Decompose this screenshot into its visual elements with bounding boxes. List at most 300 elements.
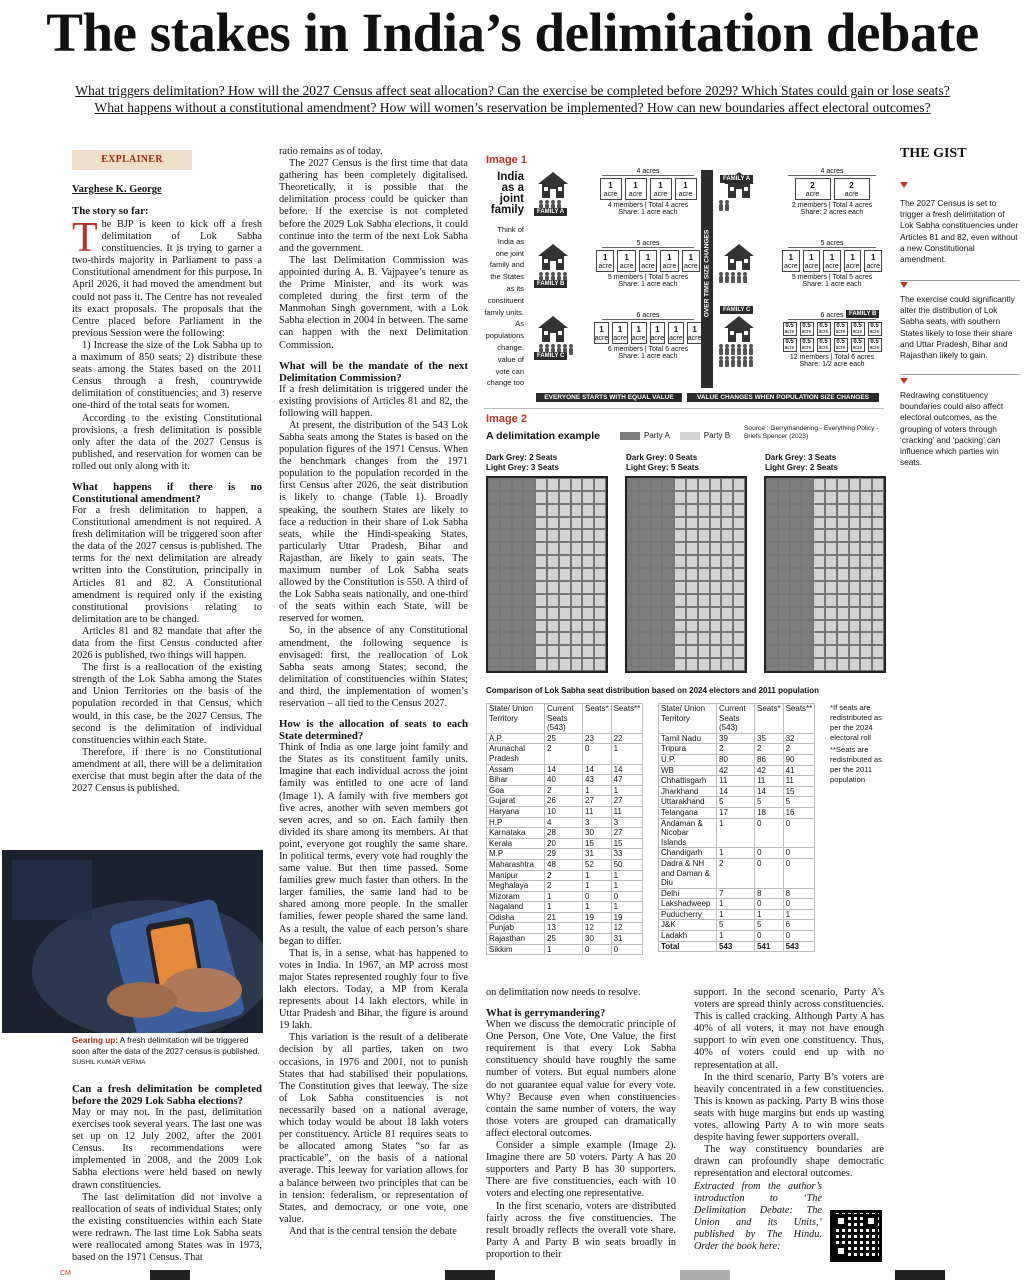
- grid3-light-seats: Light Grey: 2 Seats: [765, 463, 838, 472]
- table-cell: Andaman & Nicobar Islands: [659, 818, 717, 848]
- family-illustration: [718, 314, 778, 369]
- voter-cell: [872, 504, 884, 517]
- acre-plot: 1 acre: [600, 178, 622, 200]
- col1-paragraph: The last delimitation did not involve a reallocation of seats of individual States; only the existing constituencies within each State were redrawn. The last time Lok Sabha seats were reallocated among States was in 1973, based on the 1971 Census. That: [72, 1191, 262, 1264]
- voter-cell: [674, 607, 686, 620]
- acre-plot: 2 acre: [834, 178, 870, 200]
- voter-cell: [778, 620, 790, 633]
- voter-cell: [860, 504, 872, 517]
- table-cell: 0: [783, 899, 815, 910]
- voter-cell: [594, 529, 606, 542]
- voter-cell: [849, 568, 861, 581]
- col1-paragraph: The first is a reallocation of the existing strength of the Lok Sabha among the States and Union Territories on the basis of the population recorded in that Census, which would, in this case, be the 2027 Census. The second is the delimitation of individual constituencies within each State.: [72, 662, 262, 746]
- voter-cell: [662, 517, 674, 530]
- voter-cell: [825, 581, 837, 594]
- table-cell: 50: [611, 859, 643, 870]
- voter-cell: [825, 504, 837, 517]
- acre-plot: 1 acre: [782, 250, 800, 272]
- registration-bar: [895, 1270, 945, 1280]
- image1-vertical-band: [701, 170, 713, 388]
- table-cell: 27: [611, 796, 643, 807]
- deck-line-2: What happens without a constitutional amendment? How will women’s reservation be implemented? How can new boundaries affect electoral outcomes?: [94, 100, 931, 115]
- table-cell: 4: [545, 817, 583, 828]
- voter-cell: [790, 478, 802, 491]
- column-header: Current Seats (543): [717, 704, 755, 734]
- acre-plot: 1 acre: [639, 250, 657, 272]
- table-cell: Kerala: [487, 838, 545, 849]
- voter-cell: [837, 478, 849, 491]
- voter-cell: [766, 594, 778, 607]
- acre-plot: 1 acre: [687, 322, 703, 344]
- voter-cell: [639, 658, 651, 671]
- subhead-mandate: What will be the mandate of the next Delimitation Commission?: [279, 359, 468, 384]
- table-note-1: *If seats are redistributed as per the 2024 electoral roll: [830, 703, 882, 742]
- column-header: State/ Union Territory: [659, 704, 717, 734]
- voter-cell: [721, 568, 733, 581]
- table-cell: H.P: [487, 817, 545, 828]
- voter-cell: [651, 632, 663, 645]
- family-tag: FAMILY C: [720, 306, 753, 314]
- voter-cell: [662, 658, 674, 671]
- voter-cell: [582, 504, 594, 517]
- voter-cell: [512, 658, 524, 671]
- voter-cell: [872, 517, 884, 530]
- voter-cell: [594, 581, 606, 594]
- table-row: [487, 859, 643, 870]
- voter-cell: [849, 517, 861, 530]
- voter-cell: [813, 581, 825, 594]
- table-cell: 1: [611, 881, 643, 892]
- members-line: 5 members | Total 5 acres: [607, 274, 689, 281]
- table-cell: Mizoram: [487, 891, 545, 902]
- voter-cell: [571, 632, 583, 645]
- share-line: Share: 2 acres each: [800, 209, 864, 216]
- voter-cell: [872, 658, 884, 671]
- voter-cell: [710, 658, 722, 671]
- table-cell: 1: [755, 909, 784, 920]
- voter-cell: [686, 542, 698, 555]
- voter-cell: [488, 581, 500, 594]
- table-cell: 1: [545, 902, 583, 913]
- voter-cell: [571, 555, 583, 568]
- voter-cell: [766, 491, 778, 504]
- table-cell: Assam: [487, 764, 545, 775]
- qr-code[interactable]: [830, 1210, 882, 1262]
- table-cell: 543: [783, 941, 815, 952]
- col1-paragraph: Therefore, if there is no Constitutional amendment at all, there will be a delimitation exercise that must begin after the data of the 2027 Census is published.: [72, 746, 262, 795]
- table-cell: 0: [611, 944, 643, 955]
- voter-cell: [627, 620, 639, 633]
- voter-cell: [559, 542, 571, 555]
- seat-table-left-wrap: [486, 703, 643, 955]
- table-cell: 5: [783, 797, 815, 808]
- voter-cell: [837, 529, 849, 542]
- voter-cell: [500, 568, 512, 581]
- voter-cell: [733, 632, 745, 645]
- voter-cell: [627, 478, 639, 491]
- voter-cell: [582, 529, 594, 542]
- voter-cell: [662, 555, 674, 568]
- table-cell: 86: [755, 754, 784, 765]
- table-cell: Chhattisgarh: [659, 776, 717, 787]
- voter-cell: [801, 645, 813, 658]
- triangle-bullet-icon: [900, 378, 908, 384]
- table-notes: [830, 703, 882, 785]
- district-grid-3: [764, 476, 886, 673]
- table-cell: 1: [717, 848, 755, 859]
- voter-cell: [860, 555, 872, 568]
- voter-cell: [813, 658, 825, 671]
- voter-cell: [488, 529, 500, 542]
- voter-cell: [778, 542, 790, 555]
- voter-cell: [512, 568, 524, 581]
- voter-cell: [710, 517, 722, 530]
- voter-cell: [813, 504, 825, 517]
- table-cell: 1: [583, 902, 612, 913]
- voter-cell: [837, 491, 849, 504]
- voter-cell: [674, 568, 686, 581]
- table-cell: 47: [611, 775, 643, 786]
- voter-cell: [733, 581, 745, 594]
- voter-cell: [721, 645, 733, 658]
- table-cell: Bihar: [487, 775, 545, 786]
- table-cell: 21: [545, 912, 583, 923]
- voter-cell: [849, 504, 861, 517]
- voter-cell: [686, 568, 698, 581]
- voter-cell: [674, 620, 686, 633]
- voter-cell: [488, 568, 500, 581]
- table-cell: 8: [783, 888, 815, 899]
- family-tag: FAMILY B: [846, 310, 879, 318]
- voter-cell: [698, 529, 710, 542]
- voter-cell: [698, 645, 710, 658]
- people-icon: [718, 342, 758, 372]
- table-cell: 1: [611, 785, 643, 796]
- voter-cell: [837, 594, 849, 607]
- voter-cell: [488, 594, 500, 607]
- acres-total-label: 4 acres: [788, 168, 876, 176]
- table-cell: 11: [611, 806, 643, 817]
- voter-cell: [547, 620, 559, 633]
- voter-cell: [860, 517, 872, 530]
- voter-cell: [674, 658, 686, 671]
- table-row: [659, 909, 815, 920]
- caption-lead: Gearing up:: [72, 1036, 118, 1045]
- voter-cell: [721, 594, 733, 607]
- table-cell: 14: [611, 764, 643, 775]
- voter-cell: [582, 478, 594, 491]
- voter-cell: [571, 594, 583, 607]
- voter-cell: [535, 632, 547, 645]
- acre-plot: 1 acre: [594, 322, 610, 344]
- voter-cell: [651, 645, 663, 658]
- voter-cell: [488, 607, 500, 620]
- voter-cell: [710, 594, 722, 607]
- photo-credit: SUSHIL KUMAR VERMA: [72, 1059, 146, 1066]
- table-cell: Haryana: [487, 806, 545, 817]
- table-cell: Meghalaya: [487, 881, 545, 892]
- share-line: Share: 1/2 acre each: [799, 361, 865, 368]
- voter-cell: [512, 491, 524, 504]
- deck-line-1: What triggers delimitation? How will the 2027 Census affect seat allocation? Can the exercise be completed before 2029? Which States could gain or lose seats?: [75, 83, 950, 98]
- voter-cell: [594, 517, 606, 530]
- voter-cell: [733, 504, 745, 517]
- voter-cell: [627, 581, 639, 594]
- subhead-story-so-far: The story so far:: [72, 205, 149, 217]
- byline[interactable]: Varghese K. George: [72, 184, 162, 195]
- table-cell: 5: [755, 797, 784, 808]
- voter-cell: [571, 542, 583, 555]
- voter-cell: [813, 645, 825, 658]
- voter-cell: [523, 594, 535, 607]
- headline: The stakes in India’s delimitation debate: [46, 2, 979, 63]
- legend-party-b: Party B: [703, 431, 731, 440]
- voter-cell: [594, 620, 606, 633]
- col2-paragraph: ratio remains as of today.: [279, 146, 383, 157]
- right-band: VALUE CHANGES WHEN POPULATION SIZE CHANGES: [687, 393, 879, 402]
- voter-cell: [512, 542, 524, 555]
- voter-cell: [721, 504, 733, 517]
- table-row: [487, 923, 643, 934]
- voter-cell: [698, 607, 710, 620]
- voter-cell: [488, 517, 500, 530]
- col3-paragraph: Consider a simple example (Image 2). Imagine there are 50 voters. Party A has 20 supporters and Party B has 30 supporters. There are five constituencies, each with 10 voters and electing one representative.: [486, 1140, 676, 1200]
- table-cell: 0: [783, 858, 815, 888]
- voter-cell: [535, 555, 547, 568]
- acres-total-label: 6 acres: [788, 312, 876, 320]
- voter-cell: [639, 504, 651, 517]
- voter-cell: [674, 594, 686, 607]
- table-cell: 5: [755, 920, 784, 931]
- voter-cell: [860, 491, 872, 504]
- acre-plot: 1 acre: [625, 178, 647, 200]
- subhead-before-2029: Can a fresh delimitation be completed before the 2029 Lok Sabha elections?: [72, 1083, 262, 1107]
- voter-cell: [488, 632, 500, 645]
- col4-paragraph: support. In the second scenario, Party A’s voters are spread thinly across constituencies. This is called cracking. Although Party A has 40% of all voters, it may not have enough support to win even one constituency. Thus, 40% of voters could end up with no representation at all.: [694, 987, 884, 1071]
- voter-cell: [559, 478, 571, 491]
- acre-plot: 0.5 acre: [868, 338, 882, 352]
- voter-cell: [651, 504, 663, 517]
- gist-divider: [900, 280, 1020, 281]
- acre-plot: 1 acre: [612, 322, 628, 344]
- table-row: [659, 765, 815, 776]
- table-cell: 8: [755, 888, 784, 899]
- voter-cell: [837, 632, 849, 645]
- voter-cell: [547, 555, 559, 568]
- table-cell: 0: [755, 848, 784, 859]
- grid1-light-seats: Light Grey: 3 Seats: [486, 463, 559, 472]
- voter-cell: [766, 632, 778, 645]
- voter-cell: [790, 529, 802, 542]
- table-cell: 48: [545, 859, 583, 870]
- voter-cell: [825, 594, 837, 607]
- voter-cell: [801, 632, 813, 645]
- family-tag: FAMILY A: [720, 175, 753, 183]
- voter-cell: [582, 542, 594, 555]
- voter-cell: [733, 607, 745, 620]
- voter-cell: [662, 581, 674, 594]
- voter-cell: [790, 517, 802, 530]
- voter-cell: [582, 658, 594, 671]
- voter-cell: [733, 529, 745, 542]
- voter-cell: [825, 645, 837, 658]
- voter-cell: [500, 658, 512, 671]
- image1-label: Image 1: [486, 154, 527, 166]
- voter-cell: [837, 581, 849, 594]
- table-row: [659, 941, 815, 952]
- voter-cell: [674, 542, 686, 555]
- voter-cell: [662, 529, 674, 542]
- table-cell: 11: [583, 806, 612, 817]
- table-row: [659, 776, 815, 787]
- voter-cell: [523, 607, 535, 620]
- table-cell: 0: [783, 931, 815, 942]
- voter-cell: [500, 594, 512, 607]
- voter-cell: [571, 478, 583, 491]
- voter-cell: [500, 607, 512, 620]
- voter-cell: [639, 568, 651, 581]
- table-cell: Maharashtra: [487, 859, 545, 870]
- table-cell: 2: [545, 881, 583, 892]
- grid3-label: [765, 453, 838, 473]
- voter-cell: [837, 620, 849, 633]
- table-cell: 39: [717, 733, 755, 744]
- voter-cell: [872, 581, 884, 594]
- voter-cell: [872, 632, 884, 645]
- table-cell: 15: [783, 786, 815, 797]
- acre-plot: 0.5 acre: [800, 322, 814, 336]
- voter-cell: [813, 594, 825, 607]
- voter-cell: [837, 607, 849, 620]
- table-cell: Ladakh: [659, 931, 717, 942]
- voter-cell: [512, 632, 524, 645]
- voter-cell: [698, 568, 710, 581]
- table-cell: Telangana: [659, 807, 717, 818]
- table-cell: Arunachal Pradesh: [487, 744, 545, 764]
- voter-cell: [813, 542, 825, 555]
- voter-cell: [488, 658, 500, 671]
- table-cell: 17: [717, 807, 755, 818]
- voter-cell: [801, 555, 813, 568]
- acre-plot: 0.5 acre: [800, 338, 814, 352]
- table-cell: 43: [583, 775, 612, 786]
- voter-cell: [547, 504, 559, 517]
- voter-cell: [790, 555, 802, 568]
- table-row: [659, 920, 815, 931]
- acre-plot: 1 acre: [682, 250, 700, 272]
- voter-cell: [651, 529, 663, 542]
- table-cell: 1: [611, 870, 643, 881]
- voter-cell: [639, 491, 651, 504]
- acre-panel: [782, 312, 882, 368]
- table-cell: 29: [545, 849, 583, 860]
- voter-cell: [535, 517, 547, 530]
- voter-cell: [733, 594, 745, 607]
- voter-cell: [766, 504, 778, 517]
- acre-plot: 0.5 acre: [868, 322, 882, 336]
- table-cell: Rajasthan: [487, 934, 545, 945]
- triangle-bullet-icon: [900, 182, 908, 188]
- deck: [60, 82, 965, 116]
- acre-plot: 0.5 acre: [817, 322, 831, 336]
- voter-cell: [571, 645, 583, 658]
- voter-cell: [698, 581, 710, 594]
- table-cell: Uttarakhand: [659, 797, 717, 808]
- voter-cell: [849, 491, 861, 504]
- voter-cell: [766, 581, 778, 594]
- voter-cell: [627, 594, 639, 607]
- acre-plot: 1 acre: [660, 250, 678, 272]
- acre-plot: 1 acre: [650, 178, 672, 200]
- voter-cell: [686, 632, 698, 645]
- table-row: [659, 848, 815, 859]
- voter-cell: [512, 645, 524, 658]
- voter-cell: [872, 542, 884, 555]
- seat-table-left: [486, 703, 643, 955]
- voter-cell: [512, 594, 524, 607]
- voter-cell: [535, 620, 547, 633]
- left-band: EVERYONE STARTS WITH EQUAL VALUE: [536, 393, 682, 402]
- table-cell: 26: [545, 796, 583, 807]
- acre-plot: 1 acre: [803, 250, 821, 272]
- voter-cell: [698, 555, 710, 568]
- voter-cell: [813, 478, 825, 491]
- voter-cell: [582, 555, 594, 568]
- voter-cell: [662, 491, 674, 504]
- voter-cell: [849, 478, 861, 491]
- voter-cell: [801, 478, 813, 491]
- voter-cell: [559, 504, 571, 517]
- table-row: [659, 888, 815, 899]
- table-cell: 19: [583, 912, 612, 923]
- table-cell: Sikkim: [487, 944, 545, 955]
- voter-cell: [582, 491, 594, 504]
- table-cell: 31: [611, 934, 643, 945]
- voter-cell: [571, 658, 583, 671]
- voter-cell: [825, 491, 837, 504]
- subhead-gerrymandering: What is gerrymandering?: [486, 1007, 606, 1020]
- table-cell: U.P.: [659, 754, 717, 765]
- voter-cell: [639, 542, 651, 555]
- col2-paragraph: That is, in a sense, what has happened to votes in India. In 1967, an MP across most major States represented roughly four to five lakh electors. Today, a MP from Kerala represents about 14 lakh electors, while in Uttar Pradesh and Bihar, the figure is around 19 lakh.: [279, 947, 468, 1032]
- table-cell: Tripura: [659, 744, 717, 755]
- col4-paragraph: In the third scenario, Party B’s voters are heavily concentrated in a few constituencies. This is known as packing. Party B wins those seats with huge margins but ends up wasting votes, allowing Party A to win more seats despite having fewer supporters overall.: [694, 1071, 884, 1144]
- legend-party-a: Party A: [644, 431, 670, 440]
- voter-cell: [790, 632, 802, 645]
- voter-cell: [813, 517, 825, 530]
- voter-cell: [535, 607, 547, 620]
- grid3-dark-seats: Dark Grey: 3 Seats: [765, 453, 837, 462]
- voter-cell: [651, 658, 663, 671]
- voter-cell: [547, 542, 559, 555]
- voter-cell: [766, 517, 778, 530]
- image1-title: India as a joint family: [490, 171, 524, 216]
- column-header: Seats*: [755, 704, 784, 734]
- voter-cell: [500, 632, 512, 645]
- acre-plot: 1 acre: [650, 322, 666, 344]
- voter-cell: [500, 491, 512, 504]
- table-cell: 3: [611, 817, 643, 828]
- table-cell: 0: [755, 818, 784, 848]
- voter-cell: [627, 555, 639, 568]
- column-header: Seats**: [783, 704, 815, 734]
- district-grid-2: [625, 476, 747, 673]
- voter-cell: [535, 594, 547, 607]
- table-cell: 0: [611, 891, 643, 902]
- voter-cell: [559, 607, 571, 620]
- registration-bar: [680, 1270, 730, 1280]
- col2-paragraph: If a fresh delimitation is triggered under the existing provisions of Articles 81 and 82, the following will happen.: [279, 383, 468, 419]
